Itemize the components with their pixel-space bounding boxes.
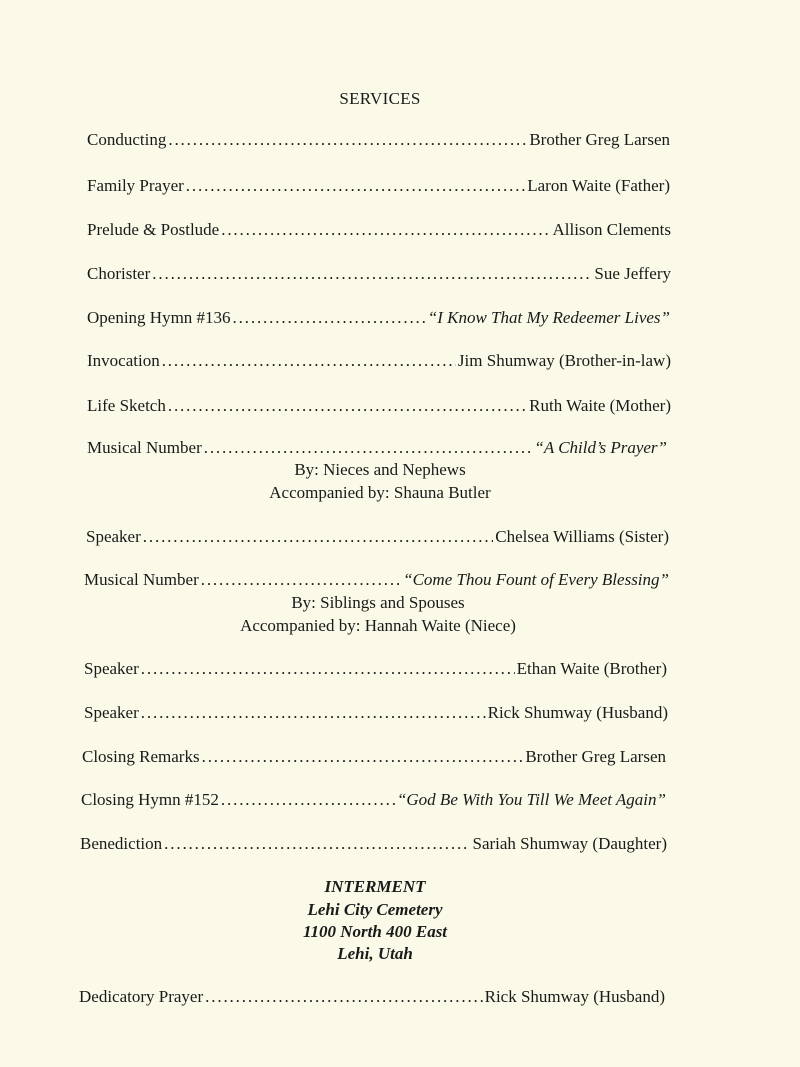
program-label: Speaker bbox=[84, 703, 139, 722]
program-label: Invocation bbox=[87, 351, 160, 370]
program-label: Musical Number bbox=[84, 570, 199, 589]
program-value: Ruth Waite (Mother) bbox=[529, 396, 671, 415]
program-row-closing-hymn bbox=[81, 790, 666, 810]
leader-dots bbox=[233, 308, 426, 328]
program-value: Jim Shumway (Brother-in-law) bbox=[457, 351, 671, 370]
program-row-closing-remarks bbox=[82, 747, 666, 767]
program-value: Chelsea Williams (Sister) bbox=[495, 527, 669, 546]
program-value: Sue Jeffery bbox=[594, 264, 671, 283]
program-value: Sariah Shumway (Daughter) bbox=[472, 834, 667, 853]
program-value: Rick Shumway (Husband) bbox=[487, 703, 668, 722]
performers-line: By: Nieces and Nephews bbox=[294, 460, 466, 479]
program-label: Life Sketch bbox=[87, 396, 166, 415]
interment-heading: INTERMENT bbox=[324, 877, 426, 896]
accompanist-line: Accompanied by: Shauna Butler bbox=[269, 483, 491, 502]
cemetery-address: 1100 North 400 East bbox=[302, 922, 448, 941]
leader-dots bbox=[204, 438, 533, 458]
cemetery-name: Lehi City Cemetery bbox=[307, 900, 443, 919]
program-label: Benediction bbox=[80, 834, 163, 853]
program-row-speaker-1 bbox=[86, 527, 669, 547]
program-row-speaker-2 bbox=[84, 659, 667, 679]
leader-dots bbox=[168, 396, 527, 416]
program-label: Dedicatory Prayer bbox=[79, 987, 204, 1006]
program-row-life-sketch bbox=[87, 396, 671, 416]
program-value: Laron Waite (Father) bbox=[527, 176, 670, 195]
program-row-family-prayer bbox=[87, 176, 670, 196]
song-title: “Come Thou Fount of Every Blessing” bbox=[403, 570, 669, 589]
program-row-chorister bbox=[87, 264, 671, 284]
program-value: Ethan Waite (Brother) bbox=[516, 659, 667, 678]
program-value: Brother Greg Larsen bbox=[529, 130, 670, 149]
accompanist-line: Accompanied by: Hannah Waite (Niece) bbox=[240, 616, 516, 635]
leader-dots bbox=[162, 351, 456, 371]
program-label: Musical Number bbox=[87, 438, 202, 457]
program-value: Allison Clements bbox=[552, 220, 671, 239]
program-row-conducting bbox=[87, 130, 670, 150]
hymn-title: “God Be With You Till We Meet Again” bbox=[396, 790, 666, 809]
program-label: Speaker bbox=[84, 659, 139, 678]
program-label: Family Prayer bbox=[87, 176, 184, 195]
leader-dots bbox=[205, 987, 482, 1007]
leader-dots bbox=[202, 747, 524, 767]
song-title: “A Child’s Prayer” bbox=[534, 438, 667, 457]
program-label: Prelude & Postlude bbox=[87, 220, 220, 239]
leader-dots bbox=[221, 220, 550, 240]
program-row-dedicatory-prayer bbox=[79, 987, 665, 1007]
program-row-speaker-3 bbox=[84, 703, 668, 723]
leader-dots bbox=[143, 527, 494, 547]
program-row-benediction bbox=[80, 834, 667, 854]
program-label: Closing Remarks bbox=[82, 747, 200, 766]
program-value: Rick Shumway (Husband) bbox=[484, 987, 665, 1006]
program-label: Conducting bbox=[87, 130, 167, 149]
leader-dots bbox=[164, 834, 470, 854]
leader-dots bbox=[186, 176, 525, 196]
program-value: Brother Greg Larsen bbox=[525, 747, 666, 766]
performers-line: By: Siblings and Spouses bbox=[291, 593, 465, 612]
program-row-musical-number-1 bbox=[87, 438, 667, 458]
program-row-invocation bbox=[87, 351, 671, 371]
program-label: Speaker bbox=[86, 527, 141, 546]
program-label: Opening Hymn #136 bbox=[87, 308, 231, 327]
hymn-title: “I Know That My Redeemer Lives” bbox=[427, 308, 670, 327]
services-heading: SERVICES bbox=[339, 89, 421, 108]
leader-dots bbox=[141, 659, 515, 679]
leader-dots bbox=[152, 264, 592, 284]
leader-dots bbox=[201, 570, 401, 590]
leader-dots bbox=[168, 130, 527, 150]
leader-dots bbox=[141, 703, 486, 723]
program-label: Closing Hymn #152 bbox=[81, 790, 219, 809]
leader-dots bbox=[221, 790, 395, 810]
program-row-prelude-postlude bbox=[87, 220, 671, 240]
program-row-opening-hymn bbox=[87, 308, 670, 328]
program-row-musical-number-2 bbox=[84, 570, 669, 590]
cemetery-city: Lehi, Utah bbox=[337, 944, 413, 963]
program-label: Chorister bbox=[87, 264, 151, 283]
